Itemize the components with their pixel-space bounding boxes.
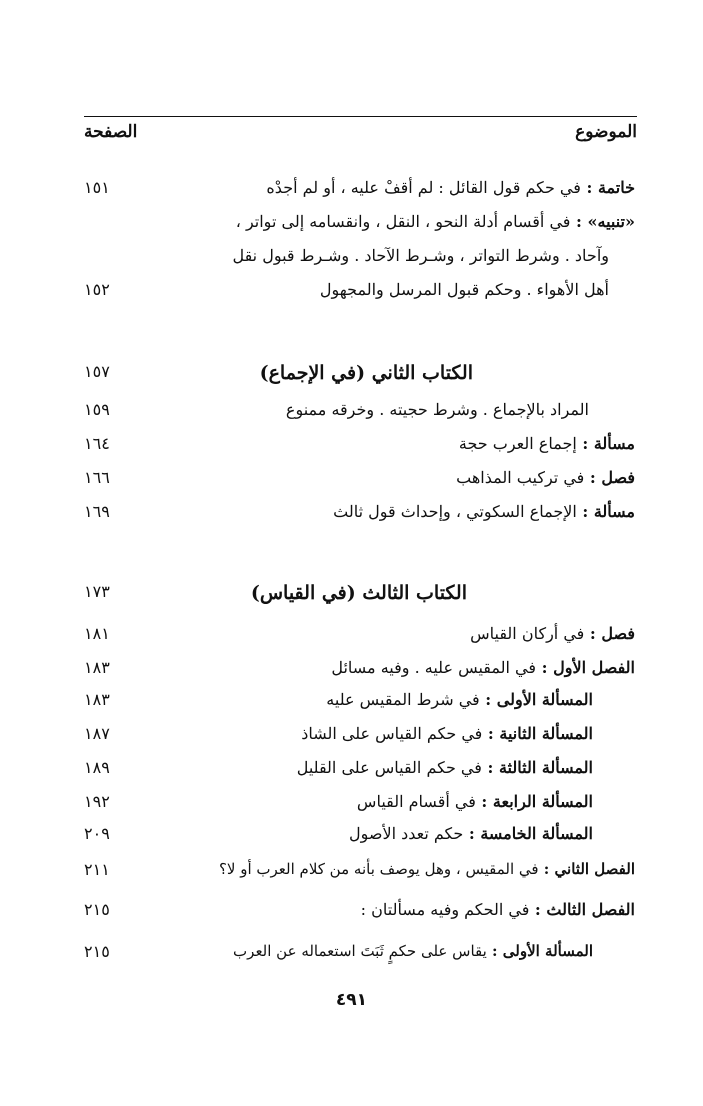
toc-entry: [301, 724, 593, 743]
toc-page-number: ١٦٦: [84, 468, 110, 487]
toc-label: الفصل الأول :: [536, 658, 635, 677]
toc-title: أهل الأهواء . وحكم قبول المرسل والمجهول: [319, 280, 609, 299]
chapter-heading: الكتاب الثاني (في الإجماع): [259, 362, 473, 384]
toc-title: إجماع العرب حجة: [458, 434, 577, 453]
toc-title: في شرط المقيس عليه: [326, 690, 480, 709]
toc-title: يقاس على حكمٍ ثَبَتَ استعماله عن العرب: [233, 942, 487, 960]
toc-chapter-row: [84, 578, 637, 608]
toc-row: [84, 396, 637, 426]
toc-page-number: ١٩٢: [84, 792, 110, 811]
toc-title: وآحاد . وشرط التواتر ، وشـرط الآحاد . وشـرط قبول نقل: [232, 246, 609, 265]
toc-page-number: ١٨٧: [84, 724, 110, 743]
toc-row: [84, 620, 637, 650]
toc-row: [84, 754, 637, 784]
toc-entry: [470, 624, 635, 643]
toc-row: [84, 856, 637, 886]
toc-row: [84, 430, 637, 460]
toc-title: المراد بالإجماع . وشرط حجيته . وخرقه ممنوع: [285, 400, 589, 419]
toc-title: في حكم القياس على القليل: [296, 758, 482, 777]
toc-page-number: ٢١٥: [84, 900, 110, 919]
header-rule: [84, 116, 637, 117]
toc-entry: [320, 280, 609, 299]
toc-page-number: ١٨٩: [84, 758, 110, 777]
page-number: ٤٩١: [335, 990, 368, 1010]
toc-title: في أقسام أدلة النحو ، النقل ، وانقسامه إلى تواتر ،: [235, 212, 571, 231]
toc-entry: [286, 400, 589, 419]
toc-entry: [357, 792, 593, 811]
toc-title: في أقسام القياس: [356, 792, 476, 811]
toc-title: حكم تعدد الأصول: [348, 824, 464, 843]
toc-page-number: ١٨١: [84, 624, 110, 643]
toc-label: فصل :: [584, 624, 635, 643]
toc-row: [84, 242, 637, 272]
toc-row: [84, 896, 637, 926]
toc-page-number: ١٥٢: [84, 280, 110, 299]
toc-title: في الحكم وفيه مسألتان :: [360, 900, 530, 919]
toc-title: في تركيب المذاهب: [456, 468, 585, 487]
toc-entry: [333, 502, 635, 521]
toc-page-number: ١٧٣: [84, 582, 110, 601]
toc-title: في حكم قول القائل : لم أقفْ عليه ، أو لم أجدْه: [266, 178, 581, 197]
toc-row: [84, 174, 637, 204]
toc-title: في المقيس عليه . وفيه مسائل: [331, 658, 537, 677]
toc-row: [84, 208, 637, 238]
toc-entry: [459, 434, 635, 453]
toc-label: المسألة الخامسة :: [463, 824, 593, 843]
toc-label: مسألة :: [576, 434, 635, 453]
toc-label: المسألة الثانية :: [482, 724, 593, 743]
toc-row: [84, 276, 637, 306]
toc-label: «تنبيه» :: [570, 212, 635, 231]
chapter-heading: الكتاب الثالث (في القياس): [250, 582, 467, 604]
toc-label: المسألة الأولى :: [479, 690, 593, 709]
header-topic: الموضوع: [575, 122, 637, 142]
toc-title: في المقيس ، وهل يوصف بأنه من كلام العرب أو لا؟: [218, 860, 539, 878]
toc-entry: [236, 212, 635, 231]
toc-page-number: ٢١١: [84, 860, 110, 879]
toc-entry: [233, 942, 593, 960]
toc-row: [84, 498, 637, 528]
toc-label: خاتمة :: [580, 178, 635, 197]
toc-page-number: ١٦٤: [84, 434, 110, 453]
toc-row: [84, 654, 637, 684]
toc-entry: [331, 658, 635, 677]
toc-label: مسألة :: [576, 502, 635, 521]
toc-entry: [297, 758, 593, 777]
toc-page-number: ١٨٣: [84, 658, 110, 677]
toc-page-number: ٢١٥: [84, 942, 110, 961]
toc-page-number: ١٨٣: [84, 690, 110, 709]
header-page: الصفحة: [84, 122, 138, 142]
toc-entry: [349, 824, 593, 843]
toc-label: فصل :: [584, 468, 635, 487]
toc-label: المسألة الأولى :: [486, 942, 593, 960]
toc-entry: [326, 690, 593, 709]
toc-row: [84, 464, 637, 494]
toc-page-number: ١٥٩: [84, 400, 110, 419]
toc-row: [84, 788, 637, 818]
toc-page-number: ١٦٩: [84, 502, 110, 521]
toc-page-number: ١٥٧: [84, 362, 110, 381]
toc-page-number: ٢٠٩: [84, 824, 110, 843]
toc-row: [84, 820, 637, 850]
toc-row: [84, 938, 637, 968]
toc-row: [84, 720, 637, 750]
toc-label: الفصل الثاني :: [538, 860, 635, 878]
toc-label: المسألة الرابعة :: [475, 792, 593, 811]
toc-entry: [219, 860, 635, 878]
toc-page-number: ١٥١: [84, 178, 110, 197]
toc-entry: [232, 246, 609, 265]
toc-chapter-row: [84, 358, 637, 388]
toc-label: المسألة الثالثة :: [481, 758, 593, 777]
toc-title: في أركان القياس: [470, 624, 585, 643]
toc-title: الإجماع السكوتي ، وإحداث قول ثالث: [333, 502, 577, 521]
toc-entry: [361, 900, 635, 919]
toc-row: [84, 686, 637, 716]
toc-entry: [456, 468, 635, 487]
toc-entry: [266, 178, 635, 197]
toc-title: في حكم القياس على الشاذ: [301, 724, 483, 743]
toc-label: الفصل الثالث :: [529, 900, 635, 919]
